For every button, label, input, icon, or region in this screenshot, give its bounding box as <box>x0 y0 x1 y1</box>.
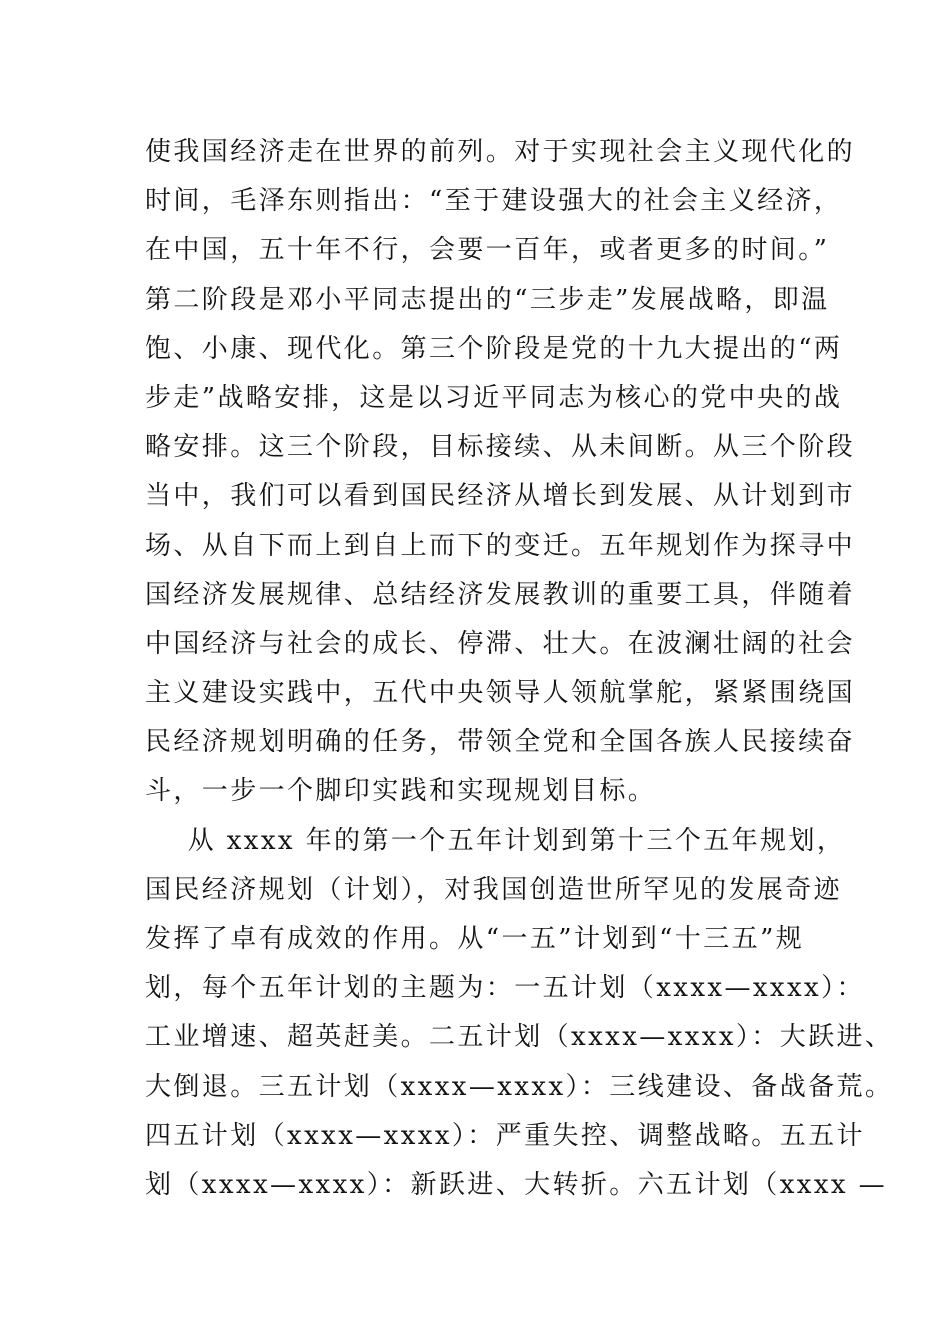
text-line: 使我国经济走在世界的前列。对于实现社会主义现代化的 <box>145 137 856 167</box>
text-line: 四五计划（xxxx—xxxx）：严重失控、调整战略。五五计 <box>145 1120 865 1151</box>
text-line: 时间，毛泽东则指出：“至于建设强大的社会主义经济， <box>145 186 843 217</box>
text-line: 略安排。这三个阶段，目标接续、从未间断。从三个阶段 <box>145 432 856 463</box>
text-line: 划，每个五年计划的主题为：一五计划（xxxx—xxxx）： <box>145 973 865 1004</box>
text-line: 发挥了卓有成效的作用。从“一五”计划到“十三五”规 <box>145 924 805 954</box>
body-text <box>145 128 894 1210</box>
text-line: 国经济发展规律、总结经济发展教训的重要工具，伴随着 <box>145 579 856 610</box>
text-line: 大倒退。三五计划（xxxx—xxxx）：三线建设、备战备荒。 <box>145 1071 894 1102</box>
text-line: 民经济规划明确的任务，带领全党和全国各族人民接续奋 <box>145 727 856 758</box>
text-line: 工业增速、超英赶美。二五计划（xxxx—xxxx）：大跃进、 <box>145 1022 894 1053</box>
text-line: 在中国，五十年不行，会要一百年，或者更多的时间。” <box>145 235 830 266</box>
paragraph-start-line: 从 xxxx 年的第一个五年计划到第十三个五年规划， <box>145 825 846 856</box>
text-line: 当中，我们可以看到国民经济从增长到发展、从计划到市 <box>145 481 856 512</box>
text-line: 斗，一步一个脚印实践和实现规划目标。 <box>145 776 657 807</box>
text-line: 第二阶段是邓小平同志提出的“三步走”发展战略，即温 <box>145 284 830 315</box>
text-line: 划（xxxx—xxxx）：新跃进、大转折。六五计划（xxxx — <box>145 1169 888 1200</box>
text-line: 步走”战略安排，这是以习近平同志为核心的党中央的战 <box>145 382 843 413</box>
text-line: 中国经济与社会的成长、停滞、壮大。在波澜壮阔的社会 <box>145 628 856 659</box>
text-line: 国民经济规划（计划），对我国创造世所罕见的发展奇迹 <box>145 874 843 905</box>
text-line: 饱、小康、现代化。第三个阶段是党的十九大提出的“两 <box>145 333 843 364</box>
text-line: 场、从自下而上到自上而下的变迁。五年规划作为探寻中 <box>145 530 856 561</box>
text-line: 主义建设实践中，五代中央领导人领航掌舵，紧紧围绕国 <box>145 678 856 709</box>
